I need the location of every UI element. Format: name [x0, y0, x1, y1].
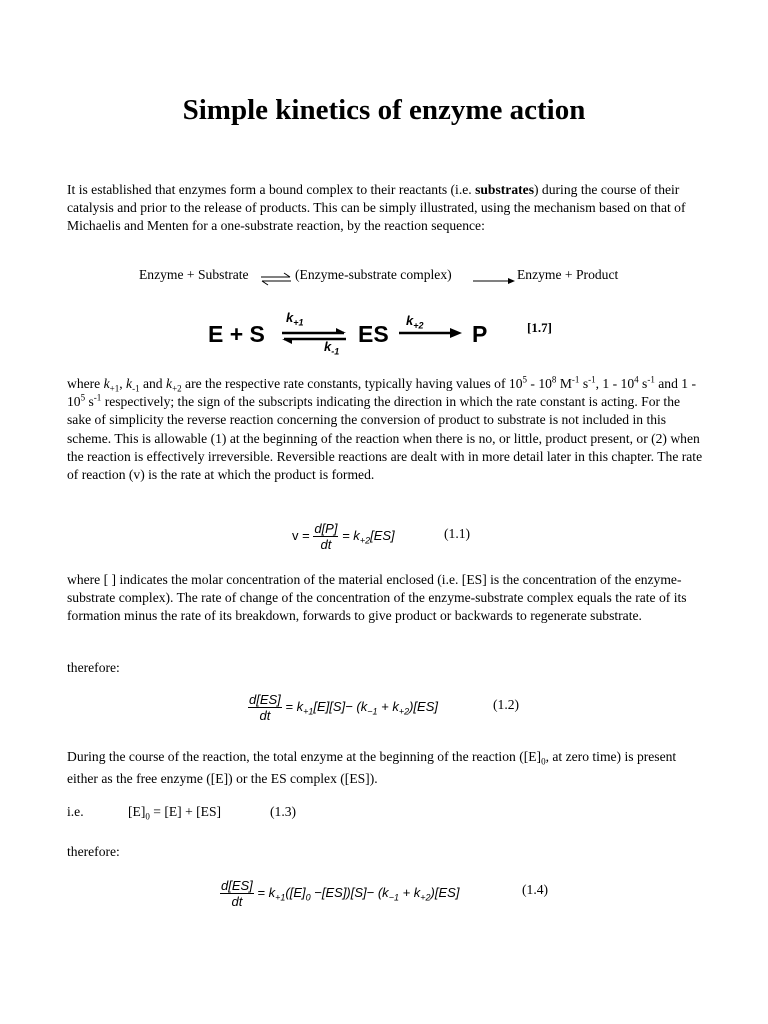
- total-enzyme-paragraph: During the course of the reaction, the total enzyme at the beginning of the reaction ($[E]_0$, at zero time) is present either as the free enzyme ([E]) or the ES complex ([ES]).: [67, 749, 677, 786]
- scheme-complex: ES: [358, 321, 389, 347]
- concentration-paragraph: where [ ] indicates the molar concentration of the material enclosed (i.e. [ES] is the concentration of the enzyme-substrate complex). The rate of change of the concentration of the enzyme-substrate complex equals the rate of its formation minus the rate of its breakdown, forwards to give product or backwards to regenerate substrate.: [67, 572, 687, 623]
- rate-constants-paragraph: where $k_{+1}$, $k_{-1}$ and $k_{+2}$ are the respective rate constants, typically having values of $10^5 - 10^8$ $M^{-1}$ $s^{-1}$, $1 - 10^4$ $s^{-1}$ and $1 - 10^5$ $s^{-1}$ respectively; the sign of the subscripts indicating the direction in which the rate constant is acting. For the sake of simplicity the reverse reaction concerning the conversion of product to substrate is not included in this scheme. This is allowable (1) at the beginning of the reaction when there is no, or little, product present, or (2) when the reaction is effectively irreversible. Reversible reactions are dealt with in more detail later in this chapter. The rate of reaction (v) is the rate at which the product is formed.: [67, 374, 703, 483]
- forward-arrow-icon: [472, 276, 516, 286]
- word-scheme-middle: (Enzyme-substrate complex): [295, 267, 452, 282]
- therefore-2: therefore:: [67, 844, 120, 859]
- k-minus1-label: $k_{-1}$: [324, 339, 340, 357]
- equation-1-3-label: (1.3): [270, 804, 297, 819]
- equation-1-1-label: (1.1): [444, 526, 471, 541]
- word-reaction-scheme: [139, 267, 249, 283]
- word-scheme-right: Enzyme + Product: [517, 267, 619, 282]
- ie-label: i.e.: [67, 804, 84, 819]
- fraction-dES-dt: $\frac{d[ES]}{dt}$: [249, 692, 281, 723]
- intro-paragraph: It is established that enzymes form a bound complex to their reactants (i.e. substrates) during the course of their catalysis and prior to the release of products. This can be simply illustrated, using the mechanism based on that of Michaelis and Menten for a one-substrate reaction, by the reaction sequence:: [67, 182, 686, 233]
- scheme-forward-arrow-icon: [398, 327, 464, 339]
- scheme-label: [1.7]: [527, 320, 552, 335]
- scheme-reactants: E + S: [208, 321, 265, 347]
- fraction-dP-dt: $\frac{d[P]}{dt}$: [314, 521, 338, 552]
- k-plus1-label: $k_{+1}$: [286, 310, 304, 328]
- therefore-1: therefore:: [67, 660, 120, 675]
- equation-1-4: $\frac{d[ES]}{dt}$ = $k_{+1}([E]_0 -[ES])[S]- (k_{-1} + k_{+2})[ES]$: [221, 878, 460, 909]
- equation-1-4-label: (1.4): [522, 882, 549, 897]
- equation-1-3: $[E]_0 = [E] + [ES]$: [128, 804, 222, 822]
- page-title: Simple kinetics of enzyme action: [182, 94, 586, 126]
- scheme-product: P: [472, 321, 488, 347]
- fraction-dES-dt-2: $\frac{d[ES]}{dt}$: [221, 878, 253, 909]
- k-plus2-label: $k_{+2}$: [406, 313, 424, 331]
- word-scheme-left: Enzyme + Substrate: [139, 267, 249, 282]
- equilibrium-arrow-icon: [259, 272, 293, 286]
- equation-1-2-label: (1.2): [493, 697, 520, 712]
- equation-1-2: $\frac{d[ES]}{dt}$ = $k_{+1}[E][S]- (k_{-1} + k_{+2})[ES]$: [249, 692, 438, 723]
- substrates-bold: substrates: [475, 182, 534, 197]
- equation-1-1: v = $\frac{d[P]}{dt}$ = $k_{+2}[ES]$: [292, 521, 395, 552]
